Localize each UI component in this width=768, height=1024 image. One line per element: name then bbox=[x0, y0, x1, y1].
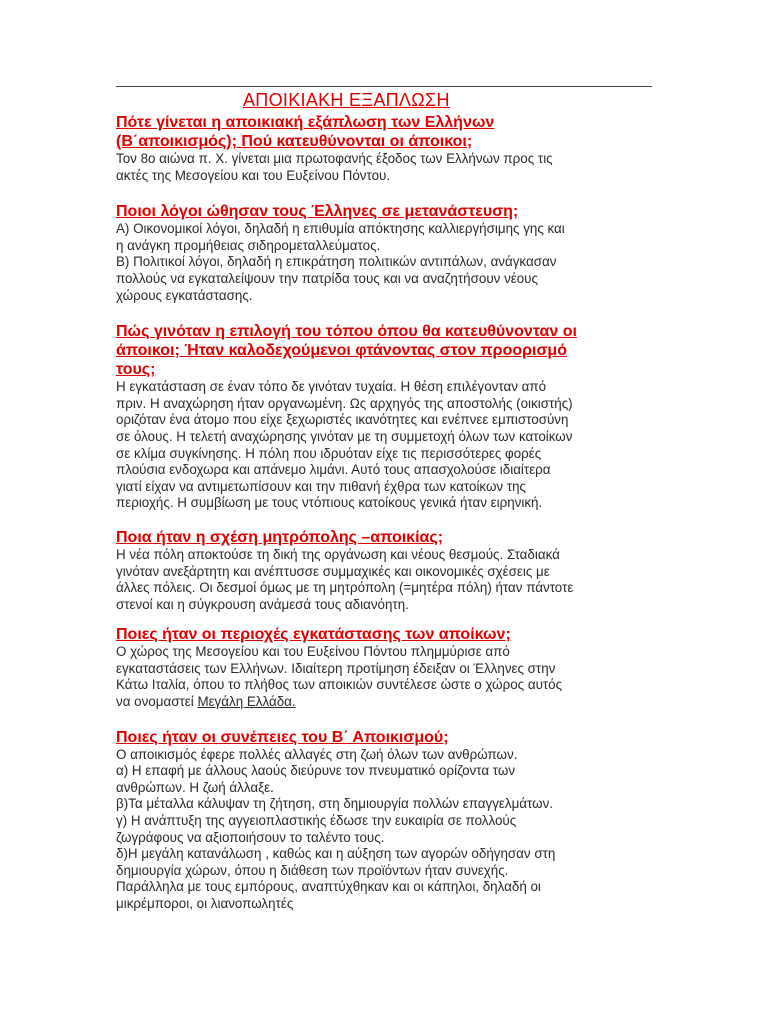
section-body bbox=[116, 644, 656, 710]
section-body: Α) Οικονομικοί λόγοι, δηλαδή η επιθυμία απόκτησης καλλιεργήσιμης γης και η ανάγκη προμήθειας σιδηρομεταλλεύματος. Β) Πολιτικοί λόγοι, δηλαδή η επικράτηση πολιτικών αντιπάλων, ανάγκασαν πολλούς να εγκαταλείψουν την πατρίδα τους και να αναζητήσουν νέους χώρους εγκατάστασης. bbox=[116, 221, 565, 303]
section-heading: Ποιοι λόγοι ώθησαν τους Έλληνες σε μετανάστευση; bbox=[116, 203, 519, 221]
megali-ellada-link[interactable]: Μεγάλη Ελλάδα. bbox=[197, 694, 296, 710]
section-heading: Ποια ήταν η σχέση μητρόπολης –αποικίας; bbox=[116, 528, 444, 546]
section-body: Ο αποικισμός έφερε πολλές αλλαγές στη ζωή όλων των ανθρώπων. α) Η επαφή με άλλους λαούς διεύρυνε τον πνευματικό ορίζοντα των ανθρώπων. Η ζωή άλλαξε. β)Τα μέταλλα κάλυψαν τη ζήτηση, στη δημιουργία πολλών επαγγελμάτων. γ) Η ανάπτυξη της αγγειοπλαστικής έδωσε την ευκαιρία σε πολλούς ζωγράφους να αξιοποιήσουν το ταλέντο τους. δ)Η μεγάλη κατανάλωση , καθώς και η αύξηση των αγορών οδήγησαν στη δημιουργία χώρων, όπου η διάθεση των προϊόντων ήταν συνεχής. Παράλληλα με τους εμπόρους, αναπτύχθηκαν και οι κάπηλοι, δηλαδή οι μικρέμποροι, οι λιανοπωλητές bbox=[116, 746, 556, 911]
document-title: ΑΠΟΙΚΙΑΚΗ ΕΞΑΠΛΩΣΗ bbox=[243, 90, 450, 110]
section-3 bbox=[116, 322, 656, 512]
section-body: Η εγκατάσταση σε έναν τόπο δε γινόταν τυχαία. Η θέση επιλέγονταν από πριν. Η αναχώρηση ήταν οργανωμένη. Ως αρχηγός της αποστολής (οικιστής) οριζόταν ένα άτομο που είχε ξεχωριστές ικανότητες και ενέπνεε εμπιστοσύνη σε όλους. Η τελετή αναχώρησης γινόταν με τη συμμετοχή όλων των κατοίκων σε κλίμα συγκίνησης. Η πόλη που ιδρυόταν είχε τις περισσότερες φορές πλούσια ενδοχωρα και απάνεμο λιμάνι. Αυτό τους απασχολούσε ιδιαίτερα γιατί είχαν να αντιμετωπίσουν και την πιθανή έχθρα των κατοίκων της περιοχής. Η συμβίωση με τους ντόπιους κατοίκους γενικά ήταν ειρηνική. bbox=[116, 379, 573, 511]
section-1 bbox=[116, 113, 656, 184]
section-heading: Ποιες ήταν οι περιοχές εγκατάστασης των αποίκων; bbox=[116, 626, 511, 644]
section-heading: Πότε γίνεται η αποικιακή εξάπλωση των Ελλήνων (Β΄αποικισμός); Πού κατευθύνονται οι άποικοι; bbox=[116, 114, 495, 150]
section-6 bbox=[116, 728, 656, 913]
top-rule bbox=[116, 86, 652, 87]
section-body: Τον 8ο αιώνα π. Χ. γίνεται μια πρωτοφανής έξοδος των Ελλήνων προς τις ακτές της Μεσογείου και του Ευξείνου Πόντου. bbox=[116, 151, 553, 183]
section-body-text: Ο χώρος της Μεσογείου και του Ευξείνου Πόντου πλημμύρισε από εγκαταστάσεις των Ελλήνων. Ιδιαίτερη προτίμηση έδειξαν οι Έλληνες στην Κάτω Ιταλία, όπου το πλήθος των αποικιών συντέλεσε ώστε ο χώρος αυτός να ονομαστεί bbox=[116, 644, 563, 710]
document-page bbox=[116, 86, 656, 913]
section-2 bbox=[116, 202, 656, 304]
section-5 bbox=[116, 625, 656, 710]
section-heading: Πώς γινόταν η επιλογή του τόπου όπου θα κατευθύνονταν οι άποικοι; Ήταν καλοδεχούμενοι φτάνοντας στον προορισμό τους; bbox=[116, 323, 577, 379]
section-heading: Ποιες ήταν οι συνέπειες του Β΄ Αποικισμού; bbox=[116, 728, 449, 746]
section-4 bbox=[116, 528, 656, 613]
section-body: Η νέα πόλη αποκτούσε τη δική της οργάνωση και νέους θεσμούς. Σταδιακά γινόταν ανεξάρτητη και ανέπτυσσε συμμαχικές και οικονομικές σχέσεις με άλλες πόλεις. Οι δεσμοί όμως με τη μητρόπολη (=μητέρα πόλη) ήταν πάντοτε στενοί και η σύγκρουση ανάμεσά τους αδιανόητη. bbox=[116, 546, 574, 612]
